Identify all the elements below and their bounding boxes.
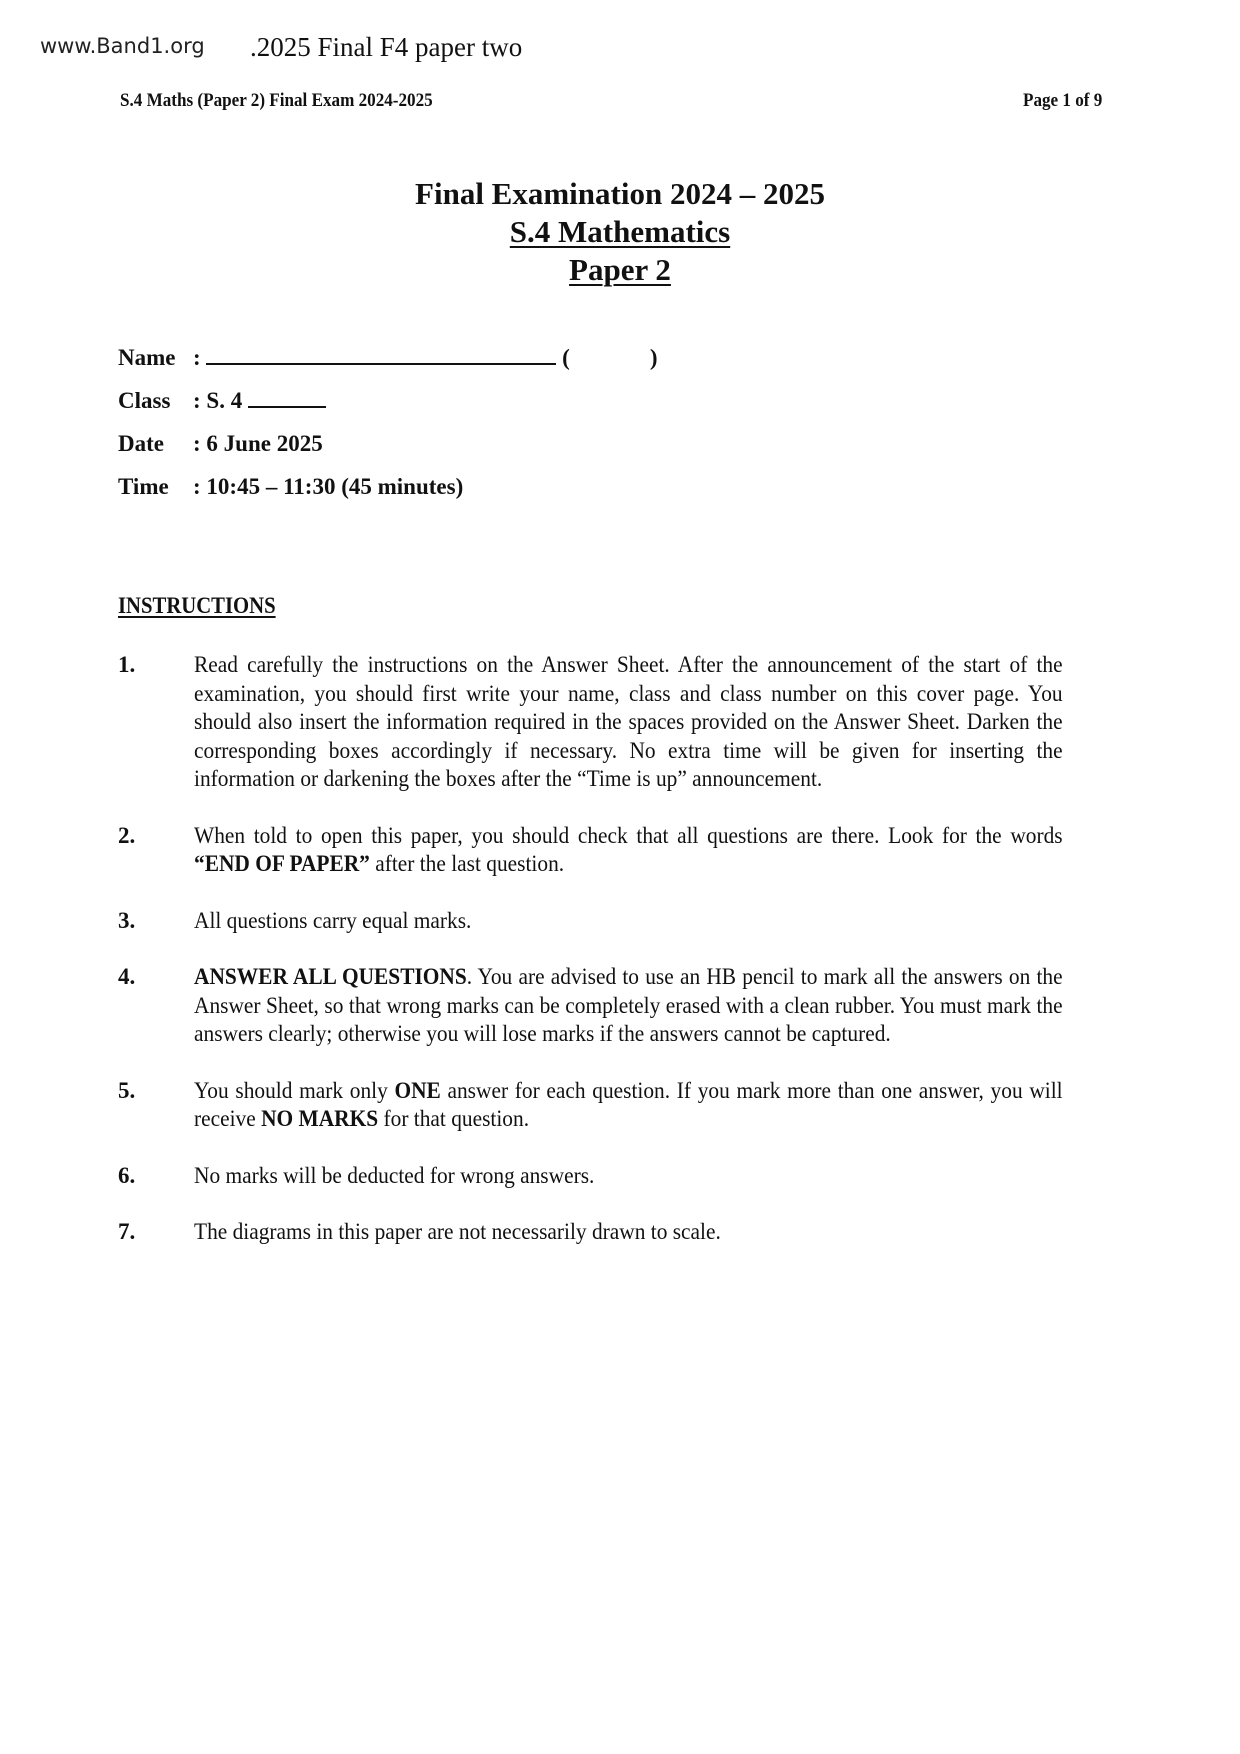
instruction-number: 6. bbox=[118, 1162, 136, 1188]
candidate-info bbox=[118, 345, 658, 517]
text-run: You should mark only bbox=[194, 1077, 395, 1103]
emphasis-text: ONE bbox=[394, 1077, 441, 1103]
time-value: : 10:45 – 11:30 (45 minutes) bbox=[193, 474, 464, 499]
class-label: Class bbox=[118, 388, 171, 413]
class-value: : S. 4 bbox=[193, 388, 243, 413]
instruction-item bbox=[118, 907, 1128, 936]
instruction-number: 7. bbox=[118, 1219, 136, 1244]
instruction-item bbox=[118, 822, 1128, 879]
instruction-item bbox=[118, 1077, 1128, 1134]
name-row bbox=[118, 345, 658, 388]
instructions-heading: INSTRUCTIONS bbox=[118, 593, 276, 618]
instruction-item bbox=[118, 651, 1128, 794]
text-run: after the last question. bbox=[369, 851, 565, 876]
instruction-item bbox=[118, 1162, 1128, 1191]
time-row bbox=[118, 474, 658, 517]
name-colon: : bbox=[193, 345, 201, 370]
instruction-text: No marks will be deducted for wrong answers. bbox=[194, 1162, 595, 1188]
instruction-number: 3. bbox=[118, 907, 136, 933]
exam-title bbox=[0, 175, 1240, 289]
name-label: Name bbox=[118, 345, 176, 370]
emphasis-text: NO MARKS bbox=[261, 1106, 379, 1131]
instruction-text bbox=[194, 1077, 1063, 1134]
instruction-text bbox=[194, 963, 1063, 1049]
instruction-number: 4. bbox=[118, 964, 136, 989]
instruction-item bbox=[118, 1218, 1128, 1247]
name-field[interactable] bbox=[206, 345, 556, 365]
date-label: Date bbox=[118, 431, 164, 456]
subject-title: S.4 Mathematics bbox=[509, 214, 731, 249]
instruction-text bbox=[194, 822, 1063, 879]
instruction-number: 2. bbox=[118, 822, 136, 848]
watermark-title: .2025 Final F4 paper two bbox=[250, 32, 523, 62]
emphasis-text: ANSWER ALL QUESTIONS bbox=[194, 964, 467, 989]
instructions-list bbox=[118, 651, 1128, 1275]
instruction-number: 1. bbox=[118, 652, 136, 677]
text-run: answer for each question. If you mark more than one answer, you will receive bbox=[194, 1077, 1063, 1131]
text-run: When told to open this paper, you should check that all questions are there. Look for the words bbox=[194, 822, 1063, 848]
instruction-number: 5. bbox=[118, 1077, 136, 1103]
text-run: for that question. bbox=[378, 1106, 530, 1131]
paper-title: Paper 2 bbox=[569, 252, 671, 287]
instruction-text: The diagrams in this paper are not necessarily drawn to scale. bbox=[194, 1219, 721, 1244]
page-number: Page 1 of 9 bbox=[1023, 90, 1103, 111]
class-number-close: ) bbox=[649, 345, 658, 370]
exam-title-line: Final Examination 2024 – 2025 bbox=[415, 176, 825, 211]
running-header: S.4 Maths (Paper 2) Final Exam 2024-2025 bbox=[120, 90, 433, 111]
class-number-open: ( bbox=[562, 345, 570, 370]
emphasis-text: “END OF PAPER” bbox=[194, 851, 370, 876]
instruction-item bbox=[118, 963, 1128, 1049]
time-label: Time bbox=[118, 474, 169, 499]
instruction-text: All questions carry equal marks. bbox=[194, 907, 472, 933]
watermark-site: www.Band1.org bbox=[40, 34, 205, 58]
date-row bbox=[118, 431, 658, 474]
class-field[interactable] bbox=[248, 388, 326, 408]
class-row bbox=[118, 388, 658, 431]
text-run: . You are advised to use an HB pencil to mark all the answers on the Answer Sheet, so that wrong marks can be completely erased with a clean rubber. You must mark the answers clearly; otherwise you will lose marks if the answers cannot be captured. bbox=[194, 964, 1063, 1046]
date-value: : 6 June 2025 bbox=[193, 431, 323, 456]
instruction-text: Read carefully the instructions on the Answer Sheet. After the announcement of the start of the examination, you should first write your name, class and class number on this cover page. You should also insert the information required in the spaces provided on the Answer Sheet. Darken the corresponding boxes accordingly if necessary. No extra time will be given for inserting the information or darkening the boxes after the “Time is up” announcement. bbox=[194, 652, 1063, 791]
